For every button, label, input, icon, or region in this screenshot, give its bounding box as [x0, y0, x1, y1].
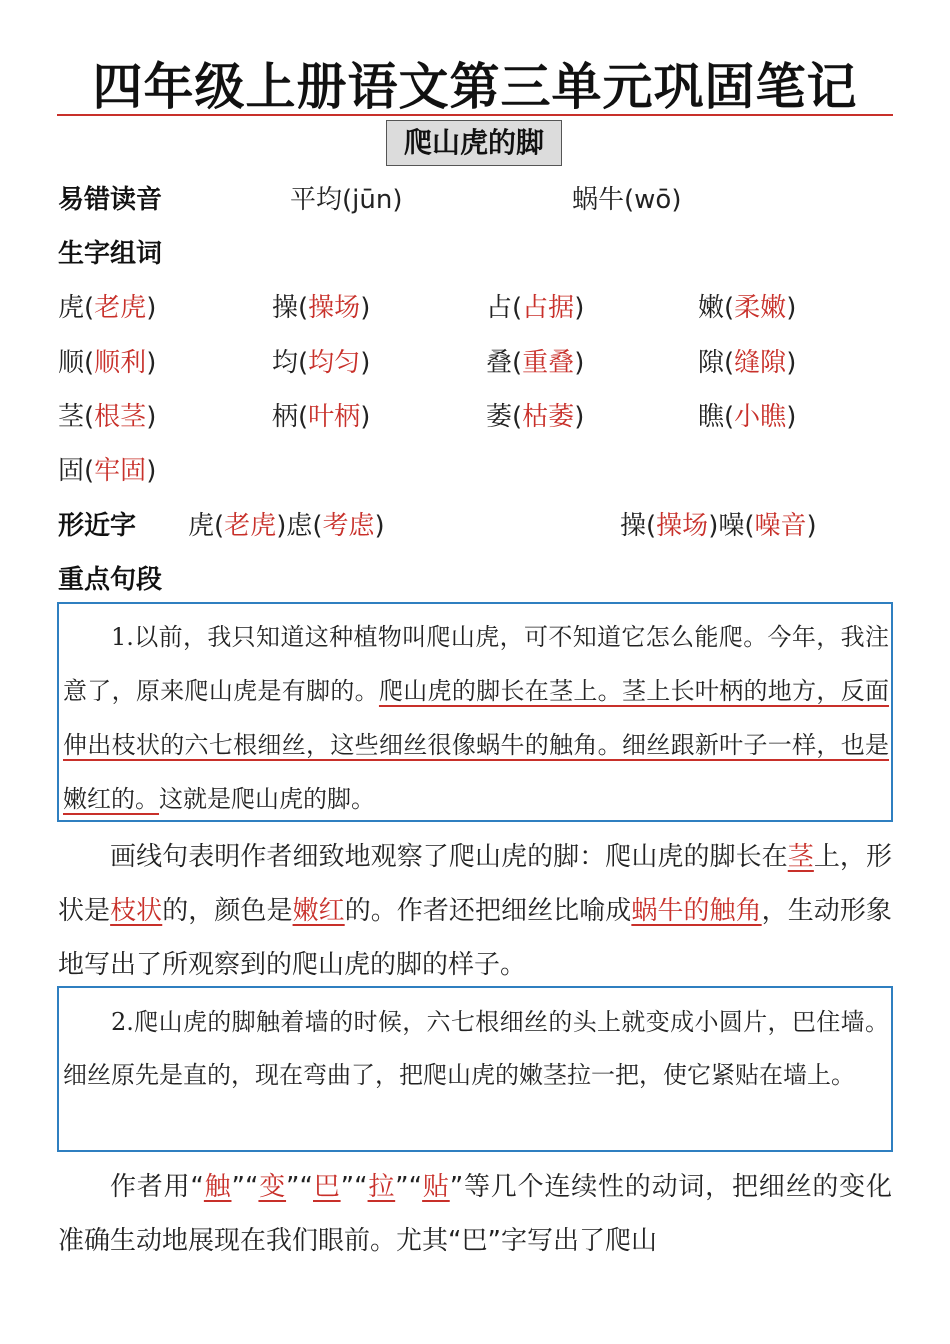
word-compound: 枯萎 [522, 402, 575, 432]
word-compound: 占据 [522, 293, 575, 323]
word-compound: 顺利 [94, 348, 147, 378]
word-char: 瞧 [698, 402, 725, 432]
analysis-text: ”“ [395, 1172, 423, 1202]
keyword: 巴 [313, 1172, 341, 1202]
word-item: 隙(缝隙) [698, 348, 797, 378]
word-item: 操(操场) [272, 293, 371, 323]
word-compound: 缝隙 [734, 348, 787, 378]
pronunciation-label: 易错读音 [58, 185, 163, 215]
similar-word: 操场 [656, 511, 709, 541]
word-compound: 均匀 [308, 348, 361, 378]
word-item: 顺(顺利) [58, 348, 157, 378]
similar-group: 虎(老虎)虑(考虑) [188, 511, 385, 541]
key-sentences-label: 重点句段 [58, 565, 163, 595]
keyword: 茎 [787, 842, 814, 872]
analysis-text: ”“ [231, 1172, 259, 1202]
word-char: 操 [272, 293, 299, 323]
word-item: 均(均匀) [272, 348, 371, 378]
pronunciation-item: 蜗牛(wō) [572, 185, 682, 215]
word-char: 均 [272, 348, 299, 378]
similar-word: 老虎 [224, 511, 277, 541]
word-compound: 叶柄 [308, 402, 361, 432]
word-char: 隙 [698, 348, 725, 378]
keyword: 拉 [367, 1172, 396, 1202]
keyword: 触 [203, 1172, 232, 1202]
word-compound: 柔嫩 [734, 293, 787, 323]
quote-text-1 [63, 610, 889, 826]
keyword: 枝状 [110, 896, 163, 926]
similar-char: 虎 [188, 511, 215, 541]
analysis-text: ”等几个连续性的动词，把细丝的变化准确生动地展现在我们眼前。尤其“巴”字写出了爬山 [58, 1172, 892, 1256]
word-item: 嫩(柔嫩) [698, 293, 797, 323]
lesson-title: 爬山虎的脚 [386, 120, 562, 166]
similar-word: 噪音 [754, 511, 807, 541]
page-title: 四年级上册语文第三单元巩固笔记 [92, 58, 858, 116]
word-char: 顺 [58, 348, 85, 378]
word-char: 嫩 [698, 293, 725, 323]
analysis-text: 的，颜色是 [162, 896, 293, 926]
word-char: 茎 [58, 402, 85, 432]
keyword: 变 [258, 1172, 287, 1202]
word-compound: 小瞧 [734, 402, 787, 432]
word-char: 萎 [486, 402, 513, 432]
word-compound: 操场 [308, 293, 361, 323]
word-item: 瞧(小瞧) [698, 402, 797, 432]
analysis-text: 作者用“ [110, 1172, 204, 1202]
word-char: 柄 [272, 402, 299, 432]
word-item: 虎(老虎) [58, 293, 157, 323]
keyword: 贴 [422, 1172, 450, 1202]
similar-label: 形近字 [58, 511, 137, 541]
similar-char: 噪 [718, 511, 745, 541]
pronunciation-item: 平均(jūn) [290, 185, 403, 215]
analysis-2 [58, 1160, 892, 1268]
quote-text-2 [63, 996, 889, 1102]
analysis-text: ，生动形象地写出了所观察到的爬山虎的脚的样子。 [58, 896, 892, 980]
analysis-text: ”“ [286, 1172, 313, 1202]
keyword: 嫩红 [292, 896, 345, 926]
analysis-text: 上，形状是 [58, 842, 892, 926]
word-compound: 重叠 [522, 348, 575, 378]
quote2: 2.爬山虎的脚触着墙的时候，六七根细丝的头上就变成小圆片，巴住墙。细丝原先是直的，现在弯曲了，把爬山虎的嫩茎拉一把，使它紧贴在墙上。 [63, 1008, 889, 1089]
word-char: 虎 [58, 293, 85, 323]
analysis-text: 画线句表明作者细致地观察了爬山虎的脚：爬山虎的脚长在 [110, 842, 788, 872]
word-char: 叠 [486, 348, 513, 378]
word-item: 柄(叶柄) [272, 402, 371, 432]
keyword: 蜗牛的触角 [631, 896, 762, 926]
similar-word: 考虑 [322, 511, 375, 541]
similar-group: 操(操场)噪(噪音) [620, 511, 817, 541]
analysis-text: ”“ [340, 1172, 368, 1202]
word-char: 占 [486, 293, 513, 323]
word-item: 占(占据) [486, 293, 585, 323]
similar-char: 虑 [286, 511, 313, 541]
analysis-text: 的。作者还把细丝比喻成 [344, 896, 632, 926]
quote1-underlined: 爬山虎的脚长在茎上。茎上长叶柄的地方，反面伸出枝状的六七根细丝，这些细丝很像蜗牛的触角。细丝跟新叶子一样，也是嫩红的。 [63, 677, 890, 813]
quote1-lead: 1.以前，我只知道这种植物叫爬山虎，可不知道它怎么能爬。今年，我注意了，原来爬山虎是有脚的。 [63, 623, 889, 705]
title-divider [57, 114, 893, 116]
word-item: 萎(枯萎) [486, 402, 585, 432]
similar-char: 操 [620, 511, 647, 541]
word-compound: 牢固 [94, 456, 147, 486]
word-char: 固 [58, 456, 85, 486]
word-item: 固(牢固) [58, 456, 157, 486]
quote1-tail: 这就是爬山虎的脚。 [159, 785, 375, 813]
analysis-1 [58, 830, 892, 992]
word-item: 茎(根茎) [58, 402, 157, 432]
word-item: 叠(重叠) [486, 348, 585, 378]
word-compound: 根茎 [94, 402, 147, 432]
word-compound: 老虎 [94, 293, 147, 323]
words-label: 生字组词 [58, 239, 163, 269]
